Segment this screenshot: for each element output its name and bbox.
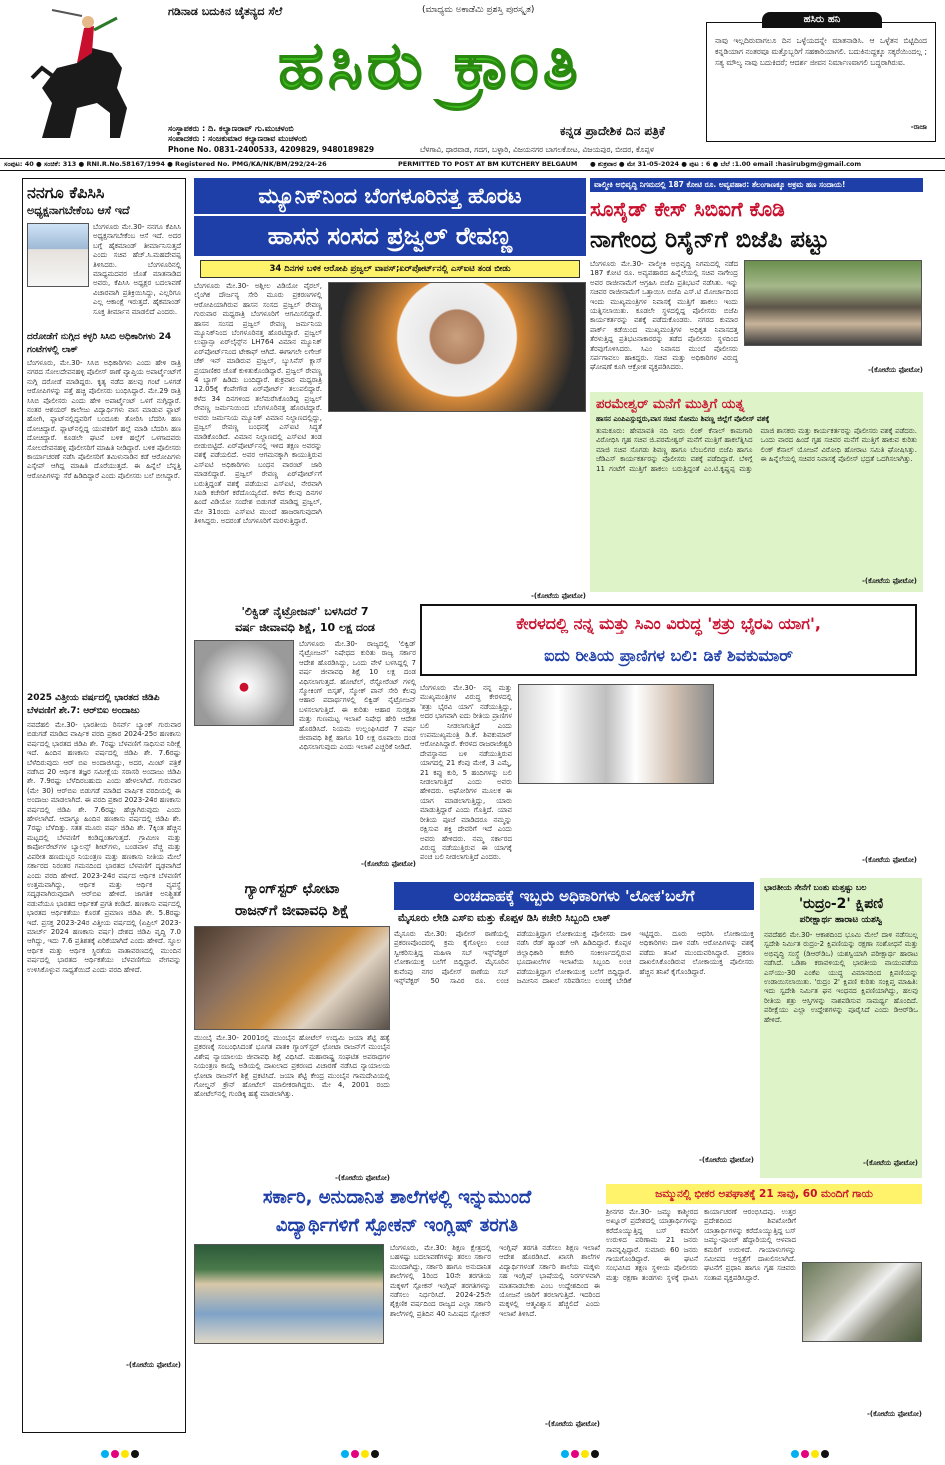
- masthead-phone: Phone No. 0831-2400533, 4209829, 9480189829: [168, 145, 375, 154]
- warrior-on-horse-logo: [22, 8, 142, 148]
- lead-subhead: 34 ದಿನಗಳ ಬಳಿಕ ಆರೋಪಿ ಪ್ರಜ್ವಲ್ ವಾಪಸ್;ಏರ್‌ಪೋರ್ಟ್‌ನಲ್ಲಿ ಎಸ್‌ಐಟಿ ತಂಡ ಬೀಡು: [200, 260, 580, 278]
- rudram-headline: 'ರುದ್ರಂ-2' ಕ್ಷಿಪಣಿ: [798, 896, 884, 912]
- parameshwar-headline: ಪರಮೇಶ್ವರ್ ಮನೆಗೆ ಮುತ್ತಿಗೆ ಯತ್ನ: [596, 397, 745, 412]
- classroom-photo: [194, 1244, 384, 1344]
- gangster-headline-1: ಗ್ಯಾಂಗ್‌ಸ್ಟರ್ ಛೋಟಾ: [244, 881, 340, 897]
- left-kicker: ನನಗೂ ಕೆಪಿಸಿಸಿ: [27, 183, 105, 202]
- jammu-story: [606, 1184, 922, 1434]
- masthead-tagline: ಕನ್ನಡ ಪ್ರಾದೇಶಿಕ ದಿನ ಪತ್ರಿಕೆ: [560, 124, 665, 138]
- schools-headline-2: ವಿದ್ಯಾರ್ಥಿಗಳಿಗೆ ಸ್ಪೋಕನ್ ಇಂಗ್ಲಿಷ್ ತರಗತಿ: [275, 1215, 519, 1236]
- left-body-3: ನವದೆಹಲಿ ಮೇ.30- ಭಾರತೀಯ ರಿಸರ್ವ್ ಬ್ಯಾಂಕ್ ಗುರುವಾರ ಬಿಡುಗಡೆ ಮಾಡಿದ ವಾರ್ಷಿಕ ವರದಿ ಪ್ರಕಾರ 2024-25ರ ಹಣಕಾಸು ವರ್ಷದಲ್ಲಿ ಭಾರತದ ಜಿಡಿಪಿ ಶೇ. 7ರಷ್ಟು ಬೆಳವಣಿಗೆ ಸಾಧಿಸುವ ನಿರೀಕ್ಷೆ ಇದೆ. ಹಿಂದಿನ ಹಣಕಾಸು ವರ್ಷದಲ್ಲಿ ಜಿಡಿಪಿ ಶೇ. 7.6ರಷ್ಟು ಬೆಳೆದಿರುವುದು ಆರ್ ಬಿಐ ಅಂದಾಜಿಸಿದ್ದು, ಅದರ, ಮಿಂಟ್ ಪತ್ರಿಕೆ ನಡೆಸಿದ 20 ಆರ್ಥಿಕ ತಜ್ಞರ ಸಮೀಕ್ಷೆಯ ಸರಾಸರಿ ಅಂದಾಜು ಜಿಡಿಪಿ ಶೇ. 7.9ರಷ್ಟು ಬೆಳೆದಿರಬಹುದು ಎಂದು ಹೇಳಲಾಗಿದೆ. ಗುರುವಾರ (ಮೇ 30) ಆರ್‌ಬಿಐ ಬಿಡುಗಡೆ ಮಾಡಿದ ವಾರ್ಷಿಕ ವರದಿಯಲ್ಲಿ ಈ ಅಂದಾಜು ಮಾಡಲಾಗಿದೆ. ಈ ವರದಿ ಪ್ರಕಾರ 2023-24ರ ಹಣಕಾಸು ವರ್ಷದಲ್ಲಿ ಜಿಡಿಪಿ ಶೇ. 7.6ರಷ್ಟು ಹೆಚ್ಚಾಗಿರುವುದು ಎಂದು ಹೇಳಲಾಗಿದೆ. ಆದಾಗ್ಯೂ ಹಿಂದಿನ ಹಣಕಾಸು ವರ್ಷದಲ್ಲಿ ಜಿಡಿಪಿ ಶೇ. 7ರಷ್ಟು ಬೆಳೆದಿತ್ತು. ಸತತ ಮೂರು ವರ್ಷ ಜಿಡಿಪಿ ಶೇ. 7ಕ್ಕಿಂತ ಹೆಚ್ಚಿನ ಮಟ್ಟದಲ್ಲಿ ಬೆಳವಣಿಗೆ ಕಂಡಿದ್ದಂತಾಗುತ್ತದೆ. ಗ್ರಾಮೀಣ ಮತ್ತು ಕಾರ್ಪೋರೇಟ್‌ಗಳ ಬ್ಯಾಲನ್ಸ್ ಶೀಟ್‌ಗಳು, ಬಂಡವಾಳ ವೆಚ್ಚ ಮತ್ತು ವಿಪರೀತ ಹಣದುಬ್ಬರ ನಿಯಂತ್ರಣ ಮತ್ತು ಹಣಕಾಸು ನೀತಿಯ ಮೇಲೆ ಸರ್ಕಾರದ ನಿರಂತರ ಗಮನದಿಂದ ಭಾರತದ ಬೆಳವಣಿಗೆ ದೃಢವಾಗಿದೆ ಎಂದು ವರದಿ ಹೇಳಿದೆ. 2023-24ರ ವರ್ಷದ ಆರ್ಥಿಕ ಬೆಳವಣಿಗೆ ಉತ್ತಮವಾಗಿದ್ದು, ಆರ್ಥಿಕ ಮತ್ತು ಆರ್ಥಿಕ ವ್ಯವಸ್ಥೆ ಸದೃಢವಾಗಿರುವುದಾಗಿ ಆರ್‌ಬಿಐ ಹೇಳಿದೆ. ಜಾಗತಿಕ ಅನಿಶ್ಚಿತತೆ ನಡುವೆಯೂ ಭಾರತದ ಆರ್ಥಿಕತೆ ಪ್ರಗತಿ ಕಂಡಿದೆ. ಹಣಕಾಸು ವರ್ಷದಲ್ಲಿ ಭಾರತದ ಆರ್ಥಿಕತೆಯು ಕೊರತೆ ಪ್ರಮಾಣ ಜಿಡಿಪಿ ಶೇ. 5.8ರಷ್ಟು ಇದೆ. ಪ್ರಸಕ್ತ 2023-24ರ ವಿತ್ತೀಯ ವರ್ಷದಲ್ಲಿ (ಏಪ್ರಿಲ್ 2023-ಮಾರ್ಚ್ 2024 ಹಣಕಾಸು ವರ್ಷ) ದೇಶದ ಜಿಡಿಪಿ ವೃದ್ಧಿ 7.0 ಆಗಿದ್ದು, ಇದು 7.6 ಪ್ರತಿಶತಕ್ಕೆ ಏರಿಕೆಯಾಗಿದೆ ಎಂದು ಹೇಳಿದೆ. ಸ್ಥೂಲ ಆರ್ಥಿಕ ಮತ್ತು ಆರ್ಥಿಕ ಸ್ಥಿರತೆಯ ವಾತಾವರಣದಲ್ಲಿ ಮುಂದಿನ ವರ್ಷದಲ್ಲಿ ಭಾರತದ ಆರ್ಥಿಕತೆಯು ಬೆಳವಣಿಗೆಯ ವೇಗವನ್ನು ಉಳಿಸಿಕೊಳ್ಳುವ ಸಾಧ್ಯತೆಯಿದೆ ಎಂದು ವರದಿ ಹೇಳಿದೆ.: [27, 721, 184, 974]
- valmiki-body: ಬೆಂಗಳೂರು ಮೇ.30- ವಾಲ್ಮೀಕಿ ಅಭಿವೃದ್ಧಿ ನಿಗಮದಲ್ಲಿ ನಡೆದ 187 ಕೋಟಿ ರೂ. ಅವ್ಯವಹಾರದ ಹಿನ್ನೆಲೆಯಲ್ಲಿ ಸಚಿವ ನಾಗೇಂದ್ರ ಅವರ ರಾಜೀನಾಮೆಗೆ ಆಗ್ರಹಿಸಿ ಬಿಜೆಪಿ ಪ್ರತಿಭಟನೆ ನಡೆಸಿತು. ಇನ್ನು ಸಚಿವರ ರಾಜೀನಾಮೆಗೆ ಒತ್ತಾಯಿಸಿ ಬಿಜೆಪಿ ಎಸ್.ಟಿ ಮೋರ್ಚಾದಿಂದ ಇಂದು ಮುಖ್ಯಮಂತ್ರಿಗಳ ನಿವಾಸಕ್ಕೆ ಮುತ್ತಿಗೆ ಹಾಕಲು ಇಂದು ಯತ್ನಿಸಲಾಯಿತು. ಕೂಡಲೇ ಸ್ಥಳದಲ್ಲಿದ್ದ ಪೊಲೀಸರು ಬಿಜೆಪಿ ಕಾರ್ಯಕರ್ತರನ್ನು ವಶಕ್ಕೆ ಪಡೆದುಕೊಂಡರು. ನಗರದ ಕುಮಾರ ಪಾರ್ಕ್ ಕಡೆಯಿಂದ ಮುಖ್ಯಮಂತ್ರಿಗಳ ಅಧಿಕೃತ ನಿವಾಸದತ್ತ ತೆರಳುತ್ತಿದ್ದ ಪ್ರತಿಭಟನಾಕಾರರನ್ನು ತಡೆದ ಪೊಲೀಸರು ಸ್ಥಳದಿಂದ ತೆರವುಗೊಳಿಸಿದರು. ಸಿಎಂ ನಿವಾಸದ ಮುಂದೆ ಪೊಲೀಸರು ಸರ್ಪಗಾವಲು ಹಾಕಿದ್ದರು. ಸಚಿವ ಮತ್ತು ಅಧಿಕಾರಿಗಳ ವಿರುದ್ಧ ಘೋಷಣೆ ಕೂಗಿ ಆಕ್ರೋಶ ವ್ಯಕ್ತಪಡಿಸಿದರು.: [590, 260, 741, 372]
- info-bar-right: ● ಶುಕ್ರವಾರ ● ಮೇ 31-05-2024 ● ಪುಟ : 6 ● ಬೆಲೆ :1.00 email :hasirubgm@gmail.com: [590, 160, 862, 168]
- valmiki-headline-1: ಸೂಸೈಡ್ ಕೇಸ್ ಸಿಬಿಐಗೆ ಕೊಡಿ: [590, 197, 785, 221]
- rudram-kicker: ಭಾರತೀಯ ಸೇನೆಗೆ ಬಂತು ಮತ್ತಷ್ಟು ಬಲ: [764, 883, 867, 892]
- lead-headline-1: ಮ್ಯೂನಿಕ್‌ನಿಂದ ಬೆಂಗಳೂರಿನತ್ತ ಹೊರಟ: [194, 178, 586, 214]
- valmiki-headline-2: ನಾಗೇಂದ್ರ ರಿಸೈನ್‌ಗೆ ಬಿಜೆಪಿ ಪಟ್ಟು: [590, 227, 830, 253]
- rudram-body: ನವದೆಹಲಿ ಮೇ.30- ಆಕಾಶದಿಂದ ಭೂಮಿ ಮೇಲೆ ದಾಳಿ ನಡೆಸಬಲ್ಲ ಸ್ವದೇಶಿ ನಿರ್ಮಿತ ರುದ್ರಂ-2 ಕ್ಷಿಪಣಿಯನ್ನು ರಕ್ಷಣಾ ಸಂಶೋಧನೆ ಮತ್ತು ಅಭಿವೃದ್ಧಿ ಸಂಸ್ಥೆ (ಡಿಆರ್‌ಡಿಒ) ಯಶಸ್ವಿಯಾಗಿ ಪರೀಕ್ಷಾರ್ಥ ಹಾರಾಟ ನಡೆಸಿದೆ. ಒಡಿಶಾ ಕರಾವಳಿಯಲ್ಲಿ ಭಾರತೀಯ ವಾಯುಪಡೆಯ ಎಸ್‌ಯು-30 ಎಂಕೆಐ ಯುದ್ಧ ವಿಮಾನದಿಂದ ಕ್ಷಿಪಣಿಯನ್ನು ಉಡಾಯಿಸಲಾಯಿತು. 'ರುದ್ರಂ 2' ಕ್ಷಿಪಣಿ ಕುರಿತು ಸಂಕ್ಷಿಪ್ತ ಮಾಹಿತಿ: ಇದು ಸ್ವದೇಶಿ ನಿರ್ಮಿತ ಘನ ಇಂಧನದ ಕ್ಷಿಪಣಿಯಾಗಿದ್ದು, ಹಲವು ರೀತಿಯ ಶತ್ರು ಆಸ್ತಿಗಳನ್ನು ನಾಶಪಡಿಸುವ ಸಾಮರ್ಥ್ಯ ಹೊಂದಿದೆ. ಪರೀಕ್ಷೆಯು ಎಲ್ಲಾ ಉದ್ದೇಶಗಳನ್ನು ಪೂರೈಸಿದೆ ಎಂದು ಡಿಆರ್‌ಡಿಒ ಹೇಳಿದೆ.: [764, 931, 921, 1024]
- protest-police-photo: [744, 260, 922, 346]
- gangster-headline-2: ರಾಜನ್‌ಗೆ ಜೀವಾವಧಿ ಶಿಕ್ಷೆ: [234, 903, 350, 919]
- kerala-headline-box: [420, 604, 917, 676]
- masthead-founder: ಸಂಸ್ಥಾಪಕರು : ದಿ. ಕಲ್ಯಾಣರಾವ್ ಗು.ಮುಚಳಂಬಿ: [168, 124, 294, 133]
- lead-body-left: ಬೆಂಗಳೂರು ಮೇ.30- ಅಶ್ಲೀಲ ವಿಡಿಯೋ ವೈರಲ್, ಲೈಂಗಿಕ ದೌರ್ಜನ್ಯ ಸೇರಿ ಮೂರು ಪ್ರಕರಣಗಳಲ್ಲಿ ಆರೋಪಿಯಾಗಿರುವ ಹಾಸನ ಸಂಸದ ಪ್ರಜ್ವಲ್ ರೇವಣ್ಣ ಗುರುವಾರ ಮಧ್ಯರಾತ್ರಿ ಬೆಂಗಳೂರಿಗೆ ಆಗಮಿಸಲಿದ್ದಾರೆ. ಹಾಸನ ಸಂಸದ ಪ್ರಜ್ವಲ್ ರೇವಣ್ಣ ಜರ್ಮನಿಯ ಮ್ಯೂನಿಕ್‌ನಿಂದ ಬೆಂಗಳೂರಿನತ್ತ ಹೊರಟಿದ್ದಾರೆ. ಪ್ರಜ್ವಲ್ ಲುಫ್ತಾನ್ಸಾ ಏರ್‌ಲೈನ್ಸ್‌ನ LH764 ವಿಮಾನ ಮ್ಯೂನಿಕ್ ಏರ್‌ಪೋರ್ಟ್‌ನಿಂದ ಟೇಕಾಫ್ ಆಗಿದೆ. ಈಗಾಗಲೇ ಲಗೇಜ್ ಚೆಕ್ ಇನ್ ಮಾಡಿರುವ ಪ್ರಜ್ವಲ್, ಬ್ಯುಸಿನೆಸ್ ಕ್ಲಾಸ್ ಪ್ರಯಾಣಿಕರ ಜೊತೆ ಕುಳಿತುಕೊಂಡಿದ್ದಾರೆ. ಪ್ರಜ್ವಲ್ ರೇವಣ್ಣ 4 ಬ್ಯಾಗ್ ಹಿಡಿದು ಬಂದಿದ್ದಾರೆ. ಶುಕ್ರವಾರ ಮಧ್ಯರಾತ್ರಿ 12.05ಕ್ಕೆ ಕೆಂಪೇಗೌಡ ಏರ್‌ಪೋರ್ಟ್ ತಲುಪಲಿದ್ದಾರೆ. ಕಳೆದ 34 ದಿನಗಳಿಂದ ತಲೆಮರೆಸಿಕೊಂಡಿದ್ದ ಪ್ರಜ್ವಲ್ ರೇವಣ್ಣ ಜರ್ಮನಿಯಿಂದ ಬೆಂಗಳೂರಿನತ್ತ ಹೊರಟಿದ್ದಾರೆ. ಅವರು ಜರ್ಮನಿಯ ಮ್ಯೂನಿಕ್ ವಿಮಾನ ನಿಲ್ದಾಣದಲ್ಲಿದ್ದು, ಪ್ರಜ್ವಲ್ ರೇವಣ್ಣ ಬಂಧನಕ್ಕೆ ಎಸ್‌ಐಟಿ ಸಿದ್ಧತೆ ಮಾಡಿಕೊಂಡಿದೆ. ವಿಮಾನ ನಿಲ್ದಾಣದಲ್ಲಿ ಎಸ್‌ಐಟಿ ತಂಡ ಬೀಡುಬಿಟ್ಟಿದೆ. ಏರ್‌ಪೋರ್ಟ್‌ನಲ್ಲಿ ಇಳಿದ ತಕ್ಷಣ ಅವರನ್ನು ವಶಕ್ಕೆ ಪಡೆಯಲಿದೆ. ಅವರ ಆಗಮನಕ್ಕಾಗಿ ಕಾಯುತ್ತಿರುವ ಎಸ್‌ಐಟಿ ಅಧಿಕಾರಿಗಳು ಬಂಧನ ವಾರಂಟ್ ಜಾರಿ ಮಾಡಲಿದ್ದಾರೆ. ಪ್ರಜ್ವಲ್ ರೇವಣ್ಣ ಏರ್‌ಪೋರ್ಟ್‌ಗೆ ಬರುತ್ತಿದ್ದಂತೆ ವಶಕ್ಕೆ ಪಡೆಯುವ ಎಸ್‌ಐಟಿ, ನೇರವಾಗಿ ಸಿಐಡಿ ಕಚೇರಿಗೆ ಕರೆದೊಯ್ಯಲಿದೆ. ಕಳೆದ ಕೆಲವು ದಿನಗಳ ಹಿಂದೆ ವಿಡಿಯೋ ಸಂದೇಶ ಬಿಡುಗಡೆ ಮಾಡಿದ್ದ ಪ್ರಜ್ವಲ್, ಮೇ 31ರಂದು ಎಸ್‌ಐಟಿ ಮುಂದೆ ಹಾಜರಾಗುವುದಾಗಿ ತಿಳಿಸಿದ್ದರು. ಅದರಂತೆ ಬೆಂಗಳೂರಿಗೆ ಮರಳುತ್ತಿದ್ದಾರೆ.: [194, 282, 325, 526]
- rudram-byline: -(ಕೋಟೆಯ ಫೋಟೋ): [863, 1159, 918, 1167]
- nitrogen-body: ಬೆಂಗಳೂರು ಮೇ.30- ರಾಜ್ಯದಲ್ಲಿ 'ಲಿಕ್ವಿಡ್ ನೈಟ್ರೋಜನ್' ನಿಷೇಧದ ಕುರಿತು ರಾಜ್ಯ ಸರ್ಕಾರ ಆದೇಶ ಹೊರಡಿಸಿದ್ದು, ಒಂದು ವೇಳೆ ಬಳಸಿದ್ದಲ್ಲಿ 7 ವರ್ಷ ಜೀವಾವಧಿ ಶಿಕ್ಷೆ 10 ಲಕ್ಷ ದಂಡ ವಿಧಿಸಲಾಗುತ್ತದೆ. ಹೋಟೆಲ್, ರೆಸ್ಟೋರೆಂಟ್ ಗಳಲ್ಲಿ ಸ್ಮೋಕಿಂಗ್ ಬಿಸ್ಕತ್, ಸ್ಮೋಕ್ ಪಾನ್ ಸೇರಿ ಕೆಲವು ಆಹಾರ ಪದಾರ್ಥಗಳಲ್ಲಿ ಲಿಕ್ವಿಡ್ ನೈಟ್ರೋಜನ್ ಬಳಸಲಾಗುತ್ತಿದೆ. ಈ ಕುರಿತು ಆಹಾರ ಸುರಕ್ಷತಾ ಮತ್ತು ಗುಣಮಟ್ಟ ಇಲಾಖೆ ನಿಷೇಧ ಹೇರಿ ಆದೇಶ ಹೊರಡಿಸಿದೆ. ನಿಯಮ ಉಲ್ಲಂಘಿಸಿದರೆ 7 ವರ್ಷ ಜೀವಾವಧಿ ಶಿಕ್ಷೆ ಹಾಗೂ 10 ಲಕ್ಷ ರೂಪಾಯಿ ದಂಡ ವಿಧಿಸಲಾಗುವುದು ಎಂದು ಇಲಾಖೆ ಎಚ್ಚರಿಕೆ ನೀಡಿದೆ.: [299, 640, 419, 752]
- chhota-rajan-photo: [194, 926, 390, 1030]
- gangster-story: [194, 878, 393, 1182]
- masthead-regions: ಬೆಳಗಾವಿ, ಧಾರವಾಡ, ಗದಗ, ಬಳ್ಳಾರಿ, ವಿಜಯನಗರ ಬಾಗಲಕೋಟ, ವಿಜಯಪುರ, ಬೀದರ, ಕೊಪ್ಪಳ: [420, 145, 654, 154]
- registration-marks-mid2: [560, 1443, 600, 1462]
- hasiru-hani-box: [706, 22, 936, 142]
- lead-headline-2: ಹಾಸನ ಸಂಸದ ಪ್ರಜ್ವಲ್ ರೇವಣ್ಣ: [194, 216, 586, 256]
- jammu-headline: ಜಮ್ಮುನಲ್ಲಿ ಭೀಕರ ಅಪಘಾತಕ್ಕೆ 21 ಸಾವು, 60 ಮಂದಿಗೆ ಗಾಯ: [606, 1184, 922, 1204]
- lokayukta-byline: -(ಕೋಟೆಯ ಫೋಟೋ): [699, 1156, 754, 1164]
- hasiru-hani-text: ನಾವು ಇಲ್ಲದಿರುವಾಗಲೂ ದಿನ ಒಳ್ಳೆಯದನ್ನೇ ಮಾತನಾಡಿಸಿ. ಆ ಒಳ್ಳೆತನ ಬಿಟ್ಟಿದಿಂದ ಕನ್ನಡಿಯಾಗ ನಂತರವೂ ಮತ್ತೊಬ್ಬರಿಗೆ ಸಹಕಾರಿಯಾಗಲಿ. ಬದುಕಿನುದ್ದಕ್ಕೂ ಸಕ್ಕರೆಯಿಂದಲ್ಲ ; ಸತ್ಯ ಮೌಲ್ಯ ನಾವು ಬದುಕಿದರೆ; ಆದರ್ಶ ಜೀವನ ನಿರ್ಮಾಣವಾಗಲಿ ಬದ್ಧರಾಗಿರುವ.: [715, 36, 930, 67]
- jammu-byline: -(ಕೋಟೆಯ ಫೋಟೋ): [867, 1410, 922, 1418]
- registration-marks-left: [100, 1443, 140, 1462]
- kerala-byline: -(ಕೋಟೆಯ ಫೋಟೋ): [862, 856, 917, 864]
- valmiki-banner: ವಾಲ್ಮೀಕಿ ಅಭಿವೃದ್ಧಿ ನಿಗಮದಲ್ಲಿ 187 ಕೋಟಿ ರೂ. ಅವ್ಯವಹಾರ: ತೆಲಂಗಾಣಕ್ಕೂ ಅಕ್ರಮ ಹಣ ಸಂದಾಯ!: [590, 178, 923, 192]
- gangster-body: ಮುಂಬೈ ಮೇ.30- 2001ರಲ್ಲಿ ಮುಂಬೈನ ಹೋಟೆಲ್ ಉದ್ಯಮಿ ಜಯಾ ಶೆಟ್ಟಿ ಹತ್ಯೆ ಪ್ರಕರಣಕ್ಕೆ ಸಂಬಂಧಿಸಿದಂತೆ ಭೂಗತ ಪಾತಕಿ ಗ್ಯಾಂಗ್‌ಸ್ಟರ್ ಛೋಟಾ ರಾಜನ್‌ಗೆ ಮುಂಬೈನ ವಿಶೇಷ ನ್ಯಾಯಾಲಯ ಜೀವಾವಧಿ ಶಿಕ್ಷೆ ವಿಧಿಸಿದೆ. ಮಹಾರಾಷ್ಟ್ರ ಸಂಘಟಿತ ಅಪರಾಧಗಳ ನಿಯಂತ್ರಣ ಕಾಯ್ದೆ ಅಡಿಯಲ್ಲಿ ದಾಖಲಾದ ಪ್ರಕರಣದ ವಿಚಾರಣೆ ನಡೆಸಿದ ನ್ಯಾಯಾಲಯ ಛೋಟಾ ರಾಜನ್‌ಗೆ ಶಿಕ್ಷೆ ಪ್ರಕಟಿಸಿದೆ. ಜಯಾ ಶೆಟ್ಟಿ ಕೇಂದ್ರ ಮುಂಬೈನ ಗಾಮದೇವಿಯಲ್ಲಿ ಗೋಲ್ಡನ್ ಕ್ರೌನ್ ಹೋಟೆಲ್ ಮಾಲೀಕರಾಗಿದ್ದರು. ಮೇ 4, 2001 ರಂದು ಹೋಟೆಲ್‌ನಲ್ಲಿ ಗುಂಡಿಕ್ಕಿ ಹತ್ಯೆ ಮಾಡಲಾಗಿತ್ತು.: [194, 1034, 393, 1099]
- parameshwar-story: [590, 392, 923, 592]
- info-bar-middle: PERMITTED TO POST AT BM KUTCHERY BELGAUM: [398, 160, 578, 168]
- left-sub-1: ದರೋಡೆಗೆ ನುಗ್ಗಿದ ಕಳ್ಳರಿ ಸಿಸಿಬಿ ಅಧಿಕಾರಿಗಳು 24 ಗಂಟೆಗಳಲ್ಲಿ ಲಾಕ್: [27, 332, 172, 355]
- hasiru-hani-author: -ರಾಜಾ: [910, 123, 927, 131]
- schools-byline: -(ಕೋಟೆಯ ಫೋಟೋ): [545, 1420, 600, 1428]
- rudram-subhead: ಪರೀಕ್ಷಾರ್ಥ ಹಾರಾಟ ಯಶಸ್ವಿ: [799, 915, 883, 925]
- left-headline: ಅಧ್ಯಕ್ಷನಾಗಬೇಕೆಂಬ ಆಸೆ ಇದೆ: [27, 204, 130, 217]
- jammu-body-right-top: [802, 1208, 922, 1260]
- rudram-story: [760, 878, 922, 1178]
- bus-accident-photo: [802, 1262, 922, 1342]
- prajwal-revanna-photo: [328, 282, 586, 412]
- lead-story: [194, 178, 586, 606]
- masthead-editor: ಸಂಪಾದಕರು : ಸಂಜಕುಮಾರ ಕಲ್ಯಾಣರಾವ ಮುಚಳಂಬಿ: [168, 134, 308, 143]
- left-byline: -(ಕೋಟೆಯ ಫೋಟೋ): [126, 1361, 181, 1369]
- jammu-body: ಶ್ರೀನಗರ ಮೇ.30- ಜಮ್ಮು ಕಾಶ್ಮೀರದ ಅಖ್ನೂರ್ ಪ್ರದೇಶದಲ್ಲಿ ಯಾತ್ರಾರ್ಥಿಗಳನ್ನು ಕರೆದೊಯ್ಯುತ್ತಿದ್ದ ಬಸ್ ಕಮರಿಗೆ ಉರುಳಿದ ಪರಿಣಾಮ 21 ಜನರು ಸಾವನ್ನಪ್ಪಿದ್ದಾರೆ. ಸುಮಾರು 60 ಜನರು ಗಾಯಗೊಂಡಿದ್ದಾರೆ. ಈ ಘಟನೆ ಸಂಭವಿಸಿದ ತಕ್ಷಣ ಸ್ಥಳೀಯ ಪೊಲೀಸರು ಮತ್ತು ರಕ್ಷಣಾ ತಂಡಗಳು ಸ್ಥಳಕ್ಕೆ ಧಾವಿಸಿ ಕಾರ್ಯಾಚರಣೆ ಆರಂಭಿಸಿದವು. ಉತ್ತರ ಪ್ರದೇಶದಿಂದ ಶಿವಖೋಡಿಗೆ ಯಾತ್ರಾರ್ಥಿಗಳನ್ನು ಕರೆದೊಯ್ಯುತ್ತಿದ್ದ ಬಸ್ ಜಮ್ಮು-ಪೂಂಚ್ ಹೆದ್ದಾರಿಯಲ್ಲಿ ಆಳವಾದ ಕಮರಿಗೆ ಉರುಳಿದೆ. ಗಾಯಾಳುಗಳನ್ನು ಸಮೀಪದ ಆಸ್ಪತ್ರೆಗೆ ದಾಖಲಿಸಲಾಗಿದೆ. ಘಟನೆಗೆ ಪ್ರಧಾನಿ ಹಾಗೂ ಗೃಹ ಸಚಿವರು ಸಂತಾಪ ವ್ಯಕ್ತಪಡಿಸಿದ್ದಾರೆ.: [606, 1208, 799, 1282]
- kerala-headline-1: ಕೇರಳದಲ್ಲಿ ನನ್ನ ಮತ್ತು ಸಿಎಂ ವಿರುದ್ಧ 'ಶತ್ರು ಭೈರವಿ ಯಾಗ',: [516, 614, 821, 633]
- kerala-body-right: [720, 684, 915, 862]
- lead-body-right: [328, 416, 586, 602]
- cm-dcm-photo: [518, 684, 714, 784]
- registration-marks-mid: [340, 1443, 380, 1462]
- info-bar-left: ಸಂಪುಟ: 40 ● ಸಂಚಿಕೆ: 313 ● RNI.R.No.58167/1994 ● Registered No. PMG/KA/NK/BM/292/24-26: [4, 160, 327, 168]
- masthead-title: ಹಸಿರು ಕ್ರಾಂತಿ: [278, 27, 582, 104]
- schools-body: ಬೆಂಗಳೂರು, ಮೇ.30: ಶಿಕ್ಷಣ ಕ್ಷೇತ್ರದಲ್ಲಿ ಬಹಳಷ್ಟು ಬದಲಾವಣೆಗಳನ್ನು ತರಲು ಸರ್ಕಾರ ಮುಂದಾಗಿದ್ದು, ಸರ್ಕಾರಿ ಹಾಗೂ ಅನುದಾನಿತ ಶಾಲೆಗಳಲ್ಲಿ 1ರಿಂದ 10ನೇ ತರಗತಿಯ ಮಕ್ಕಳಿಗೆ ಸ್ಪೋಕನ್ ಇಂಗ್ಲಿಷ್ ತರಗತಿಗಳನ್ನು ನಡೆಸಲು ನಿರ್ಧರಿಸಿದೆ. 2024-25ನೇ ಶೈಕ್ಷಣಿಕ ವರ್ಷದಿಂದ ರಾಜ್ಯದ ಎಲ್ಲಾ ಸರ್ಕಾರಿ ಶಾಲೆಗಳಲ್ಲಿ ಪ್ರತಿದಿನ 40 ನಿಮಿಷದ ಸ್ಪೋಕನ್ ಇಂಗ್ಲಿಷ್ ತರಗತಿ ನಡೆಸಲು ಶಿಕ್ಷಣ ಇಲಾಖೆ ಆದೇಶ ಹೊರಡಿಸಿದೆ. ಖಾಸಗಿ ಶಾಲೆಗಳ ವಿದ್ಯಾರ್ಥಿಗಳಂತೆ ಸರ್ಕಾರಿ ಶಾಲೆಯ ಮಕ್ಕಳು ಸಹ ಇಂಗ್ಲಿಷ್ ಭಾಷೆಯಲ್ಲಿ ನಿರರ್ಗಳವಾಗಿ ಮಾತನಾಡಬೇಕು ಎಂಬ ಉದ್ದೇಶದಿಂದ ಈ ಯೋಜನೆ ಜಾರಿಗೆ ತರಲಾಗುತ್ತಿದೆ. ಇದರಿಂದ ಮಕ್ಕಳಲ್ಲಿ ಆತ್ಮವಿಶ್ವಾಸ ಹೆಚ್ಚಲಿದೆ ಎಂದು ಇಲಾಖೆ ತಿಳಿಸಿದೆ.: [390, 1244, 603, 1318]
- valmiki-story: [590, 178, 923, 386]
- info-bar: [0, 158, 945, 171]
- schools-body-left: [194, 1348, 384, 1420]
- lokayukta-body: ಮೈಸೂರು ಮೇ.30: ಪೊಲೀಸ್ ಠಾಣೆಯಲ್ಲಿ ಪ್ರಕರಣವೊಂದರಲ್ಲಿ ಕ್ರಮ ಕೈಗೊಳ್ಳಲು ಲಂಚ ಸ್ವೀಕರಿಸುತ್ತಿದ್ದ ಮಹಿಳಾ ಸಬ್ ಇನ್ಸ್‌ಪೆಕ್ಟರ್ ಲೋಕಾಯುಕ್ತ ಬಲೆಗೆ ಬಿದ್ದಿದ್ದಾರೆ. ಮೈಸೂರಿನ ಕುವೆಂಪು ನಗರ ಪೊಲೀಸ್ ಠಾಣೆಯ ಸಬ್ ಇನ್ಸ್‌ಪೆಕ್ಟರ್ 50 ಸಾವಿರ ರೂ. ಲಂಚ ಪಡೆಯುತ್ತಿದ್ದಾಗ ಲೋಕಾಯುಕ್ತ ಪೊಲೀಸರು ದಾಳಿ ನಡೆಸಿ ರೆಡ್ ಹ್ಯಾಂಡ್ ಆಗಿ ಹಿಡಿದಿದ್ದಾರೆ. ಕೊಪ್ಪಳ ಜಿಲ್ಲಾಧಿಕಾರಿ ಕಚೇರಿ ಸಂಕೀರ್ಣದಲ್ಲಿರುವ ಭೂದಾಖಲೆಗಳ ಇಲಾಖೆಯ ಸಿಬ್ಬಂದಿ ಲಂಚ ಪಡೆಯುತ್ತಿದ್ದಾಗ ಲೋಕಾಯುಕ್ತ ಬಲೆಗೆ ಬಿದ್ದಿದ್ದಾರೆ. ಜಮೀನಿನ ದಾಖಲೆ ಸರಿಪಡಿಸಲು ಲಂಚಕ್ಕೆ ಬೇಡಿಕೆ ಇಟ್ಟಿದ್ದರು. ದೂರು ಆಧರಿಸಿ ಲೋಕಾಯುಕ್ತ ಅಧಿಕಾರಿಗಳು ದಾಳಿ ನಡೆಸಿ ಆರೋಪಿಗಳನ್ನು ವಶಕ್ಕೆ ಪಡೆದು ತನಿಖೆ ಮುಂದುವರಿಸಿದ್ದಾರೆ. ಪ್ರಕರಣ ದಾಖಲಿಸಿಕೊಂಡಿರುವ ಲೋಕಾಯುಕ್ತ ಪೊಲೀಸರು ಹೆಚ್ಚಿನ ತನಿಖೆ ಕೈಗೊಂಡಿದ್ದಾರೆ.: [394, 930, 757, 986]
- parameshwar-body: ತುಮಕೂರು: ಹೇಮಾವತಿ ನದಿ ನೀರು ಲಿಂಕ್ ಕೆನಾಲ್ ಕಾಮಗಾರಿ ವಿರೋಧಿಸಿ ಗೃಹ ಸಚಿವ ಜಿ.ಪರಮೇಶ್ವರ್ ಮನೆಗೆ ಮುತ್ತಿಗೆ ಹಾಕಲೆತ್ನಿಸಿದ ಮಾಜಿ ಸಚಿವ ಸೊಗಡು ಶಿವಣ್ಣ ಹಾಗೂ ಬೆಂಬಲಿಗರ ಬಿಜೆಪಿ ಹಾಗೂ ಜೆಡಿಎಸ್ ಕಾರ್ಯಕರ್ತರನ್ನು ಪೊಲೀಸರು ವಶಕ್ಕೆ ಪಡೆದಿದ್ದಾರೆ. ಬೆಳಿಗ್ಗೆ 11 ಗಂಟೆಗೆ ಮುತ್ತಿಗೆ ಹಾಕಲು ಬರುತ್ತಿದ್ದಂತೆ ಎಂ.ಟಿ.ಕೃಷ್ಣಪ್ಪ ಮತ್ತು ಮಾಜಿ ಶಾಸಕರು ಮತ್ತು ಕಾರ್ಯಕರ್ತರನ್ನು ಪೊಲೀಸರು ವಶಕ್ಕೆ ಪಡೆದರು. ಒಂದು ವಾರದ ಹಿಂದೆ ಗೃಹ ಸಚಿವರ ಮನೆಗೆ ಮುತ್ತಿಗೆ ಹಾಕುವ ಕುರಿತು ಲಿಂಕ್ ಕೆನಾಲ್ ಯೋಜನೆ ವಿರೋಧಿ ಹೋರಾಟ ಸಮಿತಿ ಘೋಷಿಸಿತ್ತು. ಈ ಹಿನ್ನೆಲೆಯಲ್ಲಿ ಸಚಿವರ ನಿವಾಸಕ್ಕೆ ಪೊಲೀಸ್ ಭದ್ರತೆ ಒದಗಿಸಲಾಗಿತ್ತು.: [596, 427, 920, 473]
- left-body-2: ಬೆಂಗಳೂರು, ಮೇ.30- ಸಿಸಿಬಿ ಅಧಿಕಾರಿಗಳು ಎಂದು ಹೇಳಿ ರಾತ್ರಿ ನಗರದ ಸೋಲದೇವನಹಳ್ಳಿ ಪೊಲೀಸ್ ಠಾಣೆ ವ್ಯಾಪ್ತಿಯ ಅಪಾರ್ಟ್ಮೆಂಟ್‌ಗೆ ನುಗ್ಗಿ ದರೋಡೆ ಮಾಡಿದ್ದರು. ಕೃತ್ಯ ನಡೆದ ಹಲವು ಗಂಟೆ ಒಳಗಡೆ ಆರೋಪಿಗಳನ್ನು ಪತ್ತೆ ಹಚ್ಚಿ ಪೊಲೀಸರು ಬಂಧಿಸಿದ್ದಾರೆ. ಮೇ.29 ರಾತ್ರಿ ಸಿಸಿಬಿ ಪೊಲೀಸರು ಎಂದು ಹೇಳಿ ಅಪಾರ್ಟ್ಮೆಂಟ್ ಒಳಗೆ ನುಗ್ಗಿದ್ದಾರೆ. ನಂತರ ಆಶಯರ್ ಕಾಲೇಜು ವಿದ್ಯಾರ್ಥಿಗಳು ವಾಸ ಮಾಡುವ ಫ್ಲಾಟ್ ಹೋಗಿ, ಫ್ಲಾಟ್‌ನಲ್ಲಿದ್ದವರಿಗೆ ಬಂದೂಕು ತೋರಿಸಿ ಬೆದರಿಸಿ ಹಣ ದೋಚಿದ್ದಾರೆ. ಫ್ಲಾಟ್‌ನಲ್ಲಿದ್ದ ಯುವಕರಿಗೆ ಹಲ್ಲೆ ಮಾಡಿ ಬೆದರಿಸಿ ಹಣ ದೋಚಿದ್ದಾರೆ. ಕೂಡಲೇ ಘಟನೆ ಬಳಿಕ ಹಲ್ಲೆಗೆ ಒಳಗಾದವರು ಸೋಲದೇವನಹಳ್ಳಿ ಪೊಲೀಸರಿಗೆ ಮಾಹಿತಿ ನೀಡಿದ್ದಾರೆ. ಬಳಿಕ ಪೊಲೀಸರು ಕಾರ್ಯಾಚರಣೆ ನಡೆಸಿ ಪೊಲೀಸರಿಗೆ ತಮಿಳುನಾಡಿನ ಕಡೆ ಆರೋಪಿಗಳು ಎಸ್ಕೇಪ್ ಆಗಿದ್ದ ಮಾಹಿತಿ ದೊರೆಯುತ್ತದೆ. ಈ ಹಿನ್ನೆಲೆ ಬೆನ್ನತ್ತಿ ಆರೋಪಿಗಳನ್ನು ಸೆರೆ ಹಿಡಿದಿದ್ದಾರೆ ಎಂದು ಪೊಲೀಸರು ಬಲೆ ಬೀಸಿದ್ದಾರೆ.: [27, 359, 184, 480]
- schools-headline-1: ಸರ್ಕಾರಿ, ಅನುದಾನಿತ ಶಾಲೆಗಳಲ್ಲಿ ಇನ್ನುಮುಂದೆ: [262, 1187, 532, 1208]
- lead-byline: -(ಕೋಟೆಯ ಫೋಟೋ): [531, 592, 586, 600]
- gangster-byline: -(ಕೋಟೆಯ ಫೋಟೋ): [335, 1174, 390, 1182]
- jammu-body-right-bottom: [802, 1344, 922, 1420]
- left-sub-2: 2025 ವಿತ್ತೀಯ ವರ್ಷದಲ್ಲಿ ಭಾರತದ ಜಿಡಿಪಿ ಬೆಳವಣಿಗೆ ಶೇ.7: ಆರ್‌ಬಿಐ ಅಂದಾಜು: [27, 693, 160, 716]
- kerala-body: ಬೆಂಗಳೂರು ಮೇ.30- ನನ್ನ ಮತ್ತು ಮುಖ್ಯಮಂತ್ರಿಗಳ ವಿರುದ್ಧ ಕೇರಳದಲ್ಲಿ 'ಶತ್ರು ಭೈರವಿ ಯಾಗ' ನಡೆಯುತ್ತಿದ್ದು, ಅದರ ಭಾಗವಾಗಿ ಐದು ರೀತಿಯ ಪ್ರಾಣಿಗಳ ಬಲಿ ನೀಡಲಾಗುತ್ತಿದೆ ಎಂದು ಉಪಮುಖ್ಯಮಂತ್ರಿ ಡಿ.ಕೆ. ಶಿವಕುಮಾರ್ ಆರೋಪಿಸಿದ್ದಾರೆ. ಕೇರಳದ ರಾಜರಾಜೇಶ್ವರಿ ದೇವಸ್ಥಾನದ ಬಳಿ ನಡೆಯುತ್ತಿರುವ ಯಾಗದಲ್ಲಿ 21 ಕೆಂಪು ಮೇಕೆ, 3 ಎಮ್ಮೆ, 21 ಕಪ್ಪು ಕುರಿ, 5 ಹಂದಿಗಳನ್ನು ಬಲಿ ನೀಡಲಾಗುತ್ತಿದೆ ಎಂದು ಅವರು ಹೇಳಿದರು. ಅಘೋರಿಗಳ ಮೂಲಕ ಈ ಯಾಗ ಮಾಡಲಾಗುತ್ತಿದ್ದು, ಯಾರು ಮಾಡುತ್ತಿದ್ದಾರೆ ಎಂದು ಗೊತ್ತಿದೆ. ಯಾವ ರೀತಿಯ ಪೂಜೆ ಮಾಡಿದರೂ ನಮ್ಮನ್ನು ರಕ್ಷಿಸುವ ಶಕ್ತಿ ದೇವರಿಗೆ ಇದೆ ಎಂದು ಅವರು ಹೇಳಿದರು. ನಮ್ಮ ಸರ್ಕಾರದ ವಿರುದ್ಧ ನಡೆಯುತ್ತಿರುವ ಈ ಯಾಗಕ್ಕೆ ಪಂಚ ಬಲಿ ನೀಡಲಾಗುತ್ತಿದೆ ಎಂದರು.: [420, 684, 515, 862]
- hasiru-hani-label: ಹಸಿರು ಹನಿ: [762, 12, 882, 28]
- left-body-1: ಬೆಂಗಳೂರು ಮೇ.30- ನನಗೂ ಕೆಪಿಸಿಸಿ ಅಧ್ಯಕ್ಷನಾಗಬೇಕೆಂಬ ಆಸೆ ಇದೆ. ಅದರ ಬಗ್ಗೆ ಹೈಕಮಾಂಡ್ ತೀರ್ಮಾನಿಸುತ್ತದೆ ಎಂದು ಸಚಿವ ಹೆಚ್.ಸಿ.ಮಹದೇವಪ್ಪ ತಿಳಿಸಿದರು. ಬೆಂಗಳೂರಿನಲ್ಲಿ ಮಾಧ್ಯಮದವರ ಜೊತೆ ಮಾತನಾಡಿದ ಅವರು, ಕೆಪಿಸಿಸಿ ಅಧ್ಯಕ್ಷರ ಬದಲಾವಣೆ ವಿಚಾರವಾಗಿ ಪ್ರತಿಕ್ರಿಯಿಸಿದ್ದು, ಎಲ್ಲರಿಗೂ ಎಲ್ಲ ಆಕಾಂಕ್ಷೆ ಇರುತ್ತದೆ. ಹೈಕಮಾಂಡ್ ಸೂಕ್ತ ತೀರ್ಮಾನ ಮಾಡಲಿದೆ ಎಂದರು.: [93, 223, 184, 316]
- masthead: [0, 0, 945, 158]
- masthead-slogan-right: (ಮಾಧ್ಯಮ ಅಕಾಡೆಮಿ ಪ್ರಶಸ್ತಿ ಪುರಸ್ಕೃತ): [422, 5, 535, 15]
- registration-marks-right: [790, 1443, 830, 1462]
- left-column: [22, 178, 186, 1433]
- valmiki-byline: -(ಕೋಟೆಯ ಫೋಟೋ): [868, 366, 923, 374]
- kerala-headline-2: ಐದು ರೀತಿಯ ಪ್ರಾಣಿಗಳ ಬಲಿ: ಡಿಕೆ ಶಿವಕುಮಾರ್: [544, 646, 793, 665]
- lokayukta-subhead: ಮೈಸೂರು ಲೇಡಿ ಎಸ್‌ಐ ಮತ್ತು ಕೊಪ್ಪಳ ಡಿಸಿ ಕಚೇರಿ ಸಿಬ್ಬಂದಿ ಲಾಕ್: [398, 913, 611, 924]
- left-portrait-photo: [27, 223, 89, 287]
- schools-story: [194, 1184, 603, 1434]
- kerala-body-mid: [518, 788, 714, 862]
- kerala-story: [420, 604, 917, 872]
- nitrogen-story: [194, 604, 419, 872]
- parameshwar-subhead: ಹಾಸನ ಎಂಪಿಎಸ್ಸುದ್ದರು,ವಾಸ ಸಚಿವ ಸೋಮು ಶಿವಣ್ಣ ಜಿಲ್ಲೆಗೆ ಪೊಲೀಸ್ ವಶಕ್ಕೆ: [596, 415, 770, 423]
- nitrogen-byline: -(ಕೋಟೆಯ ಫೋಟೋ): [361, 860, 416, 868]
- lokayukta-story: [394, 882, 757, 1174]
- lokayukta-headline: ಲಂಚದಾಹಕ್ಕೆ ಇಬ್ಬರು ಅಧಿಕಾರಿಗಳು 'ಲೋಕ'ಬಲೆಗೆ: [394, 882, 754, 910]
- parameshwar-byline: -(ಕೋಟೆಯ ಫೋಟೋ): [862, 577, 917, 585]
- nitrogen-smoke-photo: [194, 640, 294, 726]
- masthead-slogan-left: ಗಡಿನಾಡ ಬದುಕಿನ ಚೈತನ್ಯದ ಸೆಲೆ: [168, 5, 283, 18]
- nitrogen-headline-1: 'ಲಿಕ್ವಿಡ್ ನೈಟ್ರೋಜನ್' ಬಳಸಿದರೆ 7: [241, 605, 369, 618]
- nitrogen-headline-2: ವರ್ಷ ಜೀವಾವಧಿ ಶಿಕ್ಷೆ, 10 ಲಕ್ಷ ದಂಡ: [235, 621, 375, 634]
